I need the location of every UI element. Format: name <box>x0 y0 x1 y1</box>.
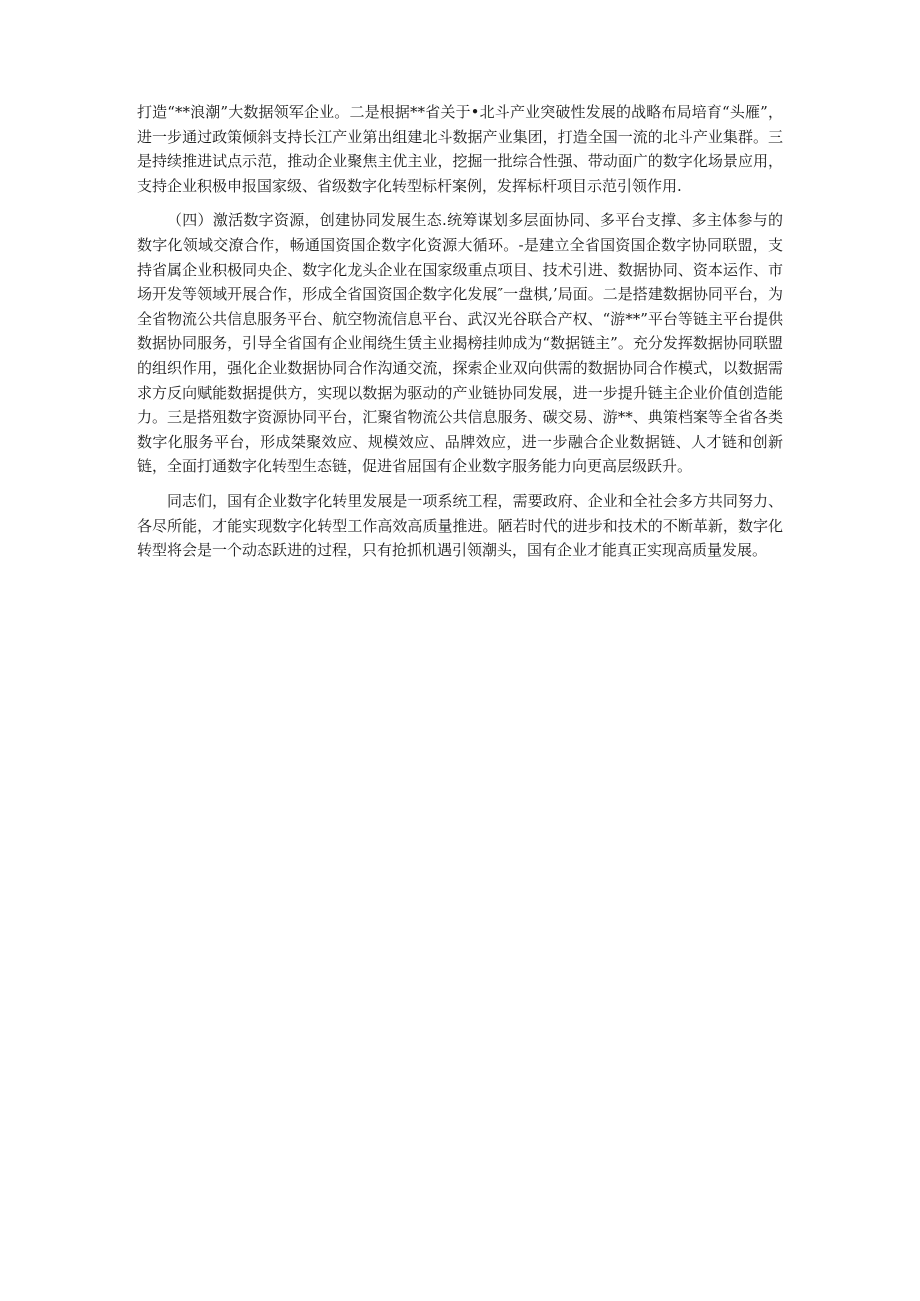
paragraph-closing: 同志们，国有企业数字化转里发展是一项系统工程，需要政府、企业和全社会多方共同努力、各尽所能，才能实现数字化转型工作高效高质量推进。陋若时代的进步和技术的不断革新，数字化转型将会是一个动态跃进的过程，只有抢抓机遇引领潮头，国有企业才能真正实现高质量发展。 <box>137 491 783 560</box>
paragraph-continuation: 打造“**浪潮”大数据领军企业。二是根据**省关于•北斗产业突破性发展的战略布局培育“头雁”，进一步通过政策倾斜支持长江产业第出组建北斗数据产业集团，打造全国一流的北斗产业集群。三是持续推进试点示范，推动企业聚焦主优主业，挖掘一批综合性强、带动面广的数字化场景应用，支持企业积极申报国家级、省级数字化转型标杆案例，发挥标杆项目示范引领作用. <box>137 103 783 195</box>
document-page <box>137 100 783 573</box>
paragraph-section-four: （四）激活数字资源，创建协同发展生态.统筹谋划多层面协同、多平台支撑、多主体参与的数字化领域交潦合作，畅通国资国企数字化资源大循环。-是建立全省国资国企数字协同联盟，支持省属企业积极同央企、数字化龙头企业在国家级重点项目、技术引进、数据协同、资本运作、市场开发等领域开展合作，形成全省国资国企数字化发展″一盘棋,’局面。二是搭建数据协同平台，为全省物流公共信息服务平台、航空物流信息平台、武汉光谷联合产权、“游**”平台等链主平台提供数据协同服务，引导全省国有企业闱绕生赁主业揭榜挂帅成为“数据链主”。充分发挥数据协同联盟的组织作用，强化企业数据协同合作沟通交流，探索企业双向供需的数据协同合作模式，以数据需求方反向赋能数据提供方，实现以数据为驱动的产业链协同发展，进一步提升链主企业价值创造能力。三是搭殂数字资源协同平台，汇聚省物流公共信息服务、碳交易、游**、典策档案等全省各类数字化服务平台，形成桀聚效应、规模效应、品牌效应，进一步融合企业数据链、人才链和创新链，全面打通数字化转型生态链，促进省屈国有企业数字服务能力向更高层级跃升。 <box>137 211 783 476</box>
